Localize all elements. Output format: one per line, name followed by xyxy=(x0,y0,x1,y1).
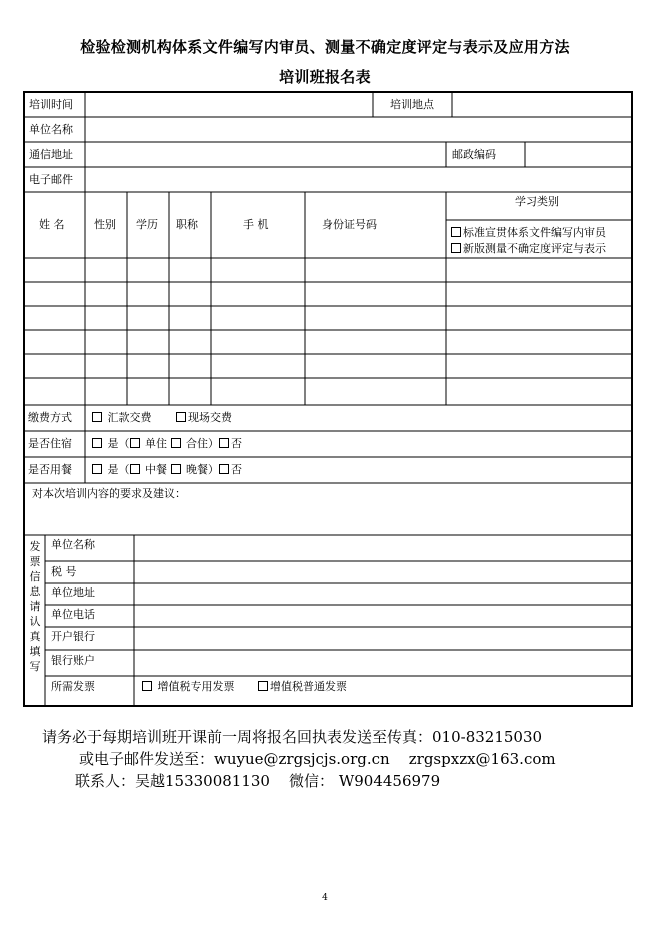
payment-option-onsite[interactable]: 现场交费 xyxy=(176,411,232,424)
header-education: 学历 xyxy=(136,218,158,231)
header-id-number: 身份证号码 xyxy=(322,218,377,231)
meal-options[interactable]: 是（ 中餐 晚餐） 否 xyxy=(92,463,242,476)
checkbox-icon[interactable] xyxy=(171,438,181,448)
checkbox-icon[interactable] xyxy=(171,464,181,474)
meal-label: 是否用餐 xyxy=(28,463,72,476)
suggestion-label: 对本次培训内容的要求及建议： xyxy=(32,487,186,500)
form-subtitle: 培训班报名表 xyxy=(279,68,371,86)
unit-name-label: 单位名称 xyxy=(29,123,73,136)
payment-option-transfer[interactable]: 汇款交费 xyxy=(92,411,152,424)
category-option-2[interactable]: 新版测量不确定度评定与表示 xyxy=(451,242,606,255)
invoice-unit-phone-label: 单位电话 xyxy=(51,608,95,621)
training-place-label: 培训地点 xyxy=(390,98,434,111)
checkbox-icon[interactable] xyxy=(142,681,152,691)
checkbox-icon[interactable] xyxy=(258,681,268,691)
footer-email-line: 或电子邮件发送至：wuyue@zrgsjcjs.org.cn zrgspxzx@163.com xyxy=(79,750,556,768)
checkbox-icon[interactable] xyxy=(92,464,102,474)
checkbox-icon[interactable] xyxy=(451,243,461,253)
invoice-account-label: 银行账户 xyxy=(51,654,95,667)
invoice-unit-address-label: 单位地址 xyxy=(51,586,95,599)
postcode-label: 邮政编码 xyxy=(452,148,496,161)
invoice-vertical-label: 发 票 信 息 请 认 真 填 写 xyxy=(29,540,41,673)
training-time-label: 培训时间 xyxy=(29,98,73,111)
header-gender: 性别 xyxy=(94,218,116,231)
header-title: 职称 xyxy=(176,218,198,231)
invoice-bank-label: 开户银行 xyxy=(51,630,95,643)
email-label: 电子邮件 xyxy=(29,173,73,186)
header-phone: 手 机 xyxy=(243,218,269,231)
form-title: 检验检测机构体系文件编写内审员、测量不确定度评定与表示及应用方法 xyxy=(80,38,570,56)
footer-fax-line: 请务必于每期培训班开课前一周将报名回执表发送至传真：010-83215030 xyxy=(42,728,543,746)
header-name: 姓 名 xyxy=(39,218,65,231)
invoice-unit-name-label: 单位名称 xyxy=(51,538,95,551)
invoice-type-label: 所需发票 xyxy=(51,680,95,693)
checkbox-icon[interactable] xyxy=(130,438,140,448)
invoice-type-normal[interactable]: 增值税普通发票 xyxy=(258,680,347,693)
lodging-label: 是否住宿 xyxy=(28,437,72,450)
payment-label: 缴费方式 xyxy=(28,411,72,424)
invoice-tax-number-label: 税 号 xyxy=(51,565,77,578)
checkbox-icon[interactable] xyxy=(219,464,229,474)
address-label: 通信地址 xyxy=(29,148,73,161)
checkbox-icon[interactable] xyxy=(92,412,102,422)
checkbox-icon[interactable] xyxy=(451,227,461,237)
checkbox-icon[interactable] xyxy=(219,438,229,448)
checkbox-icon[interactable] xyxy=(130,464,140,474)
header-category: 学习类别 xyxy=(515,195,559,208)
page-number: 4 xyxy=(322,893,328,903)
invoice-type-special[interactable]: 增值税专用发票 xyxy=(142,680,235,693)
lodging-options[interactable]: 是（ 单住 合住） 否 xyxy=(92,437,242,450)
checkbox-icon[interactable] xyxy=(92,438,102,448)
checkbox-icon[interactable] xyxy=(176,412,186,422)
category-option-1[interactable]: 标准宣贯体系文件编写内审员 xyxy=(451,226,606,239)
footer-contact-line: 联系人：吴越15330081130 微信： W904456979 xyxy=(75,772,441,790)
